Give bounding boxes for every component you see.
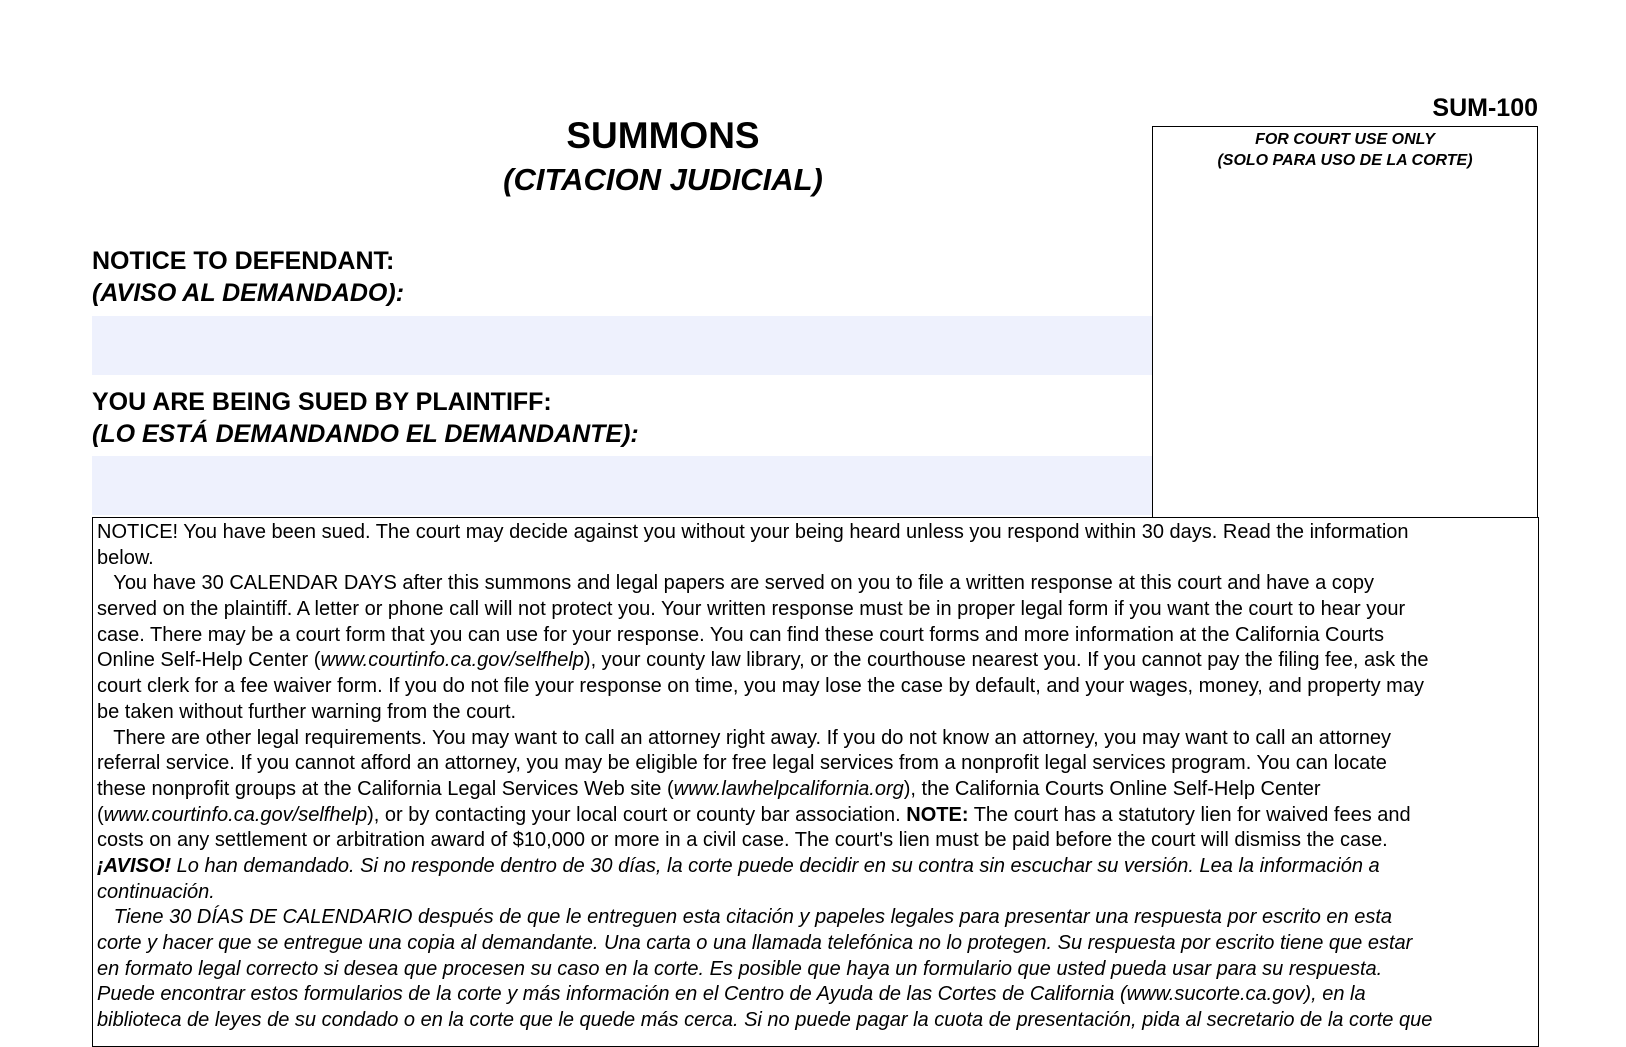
notice-text-segment: referral service. If you cannot afford an attorney, you may be eligible for free legal services from a nonprofit legal services program. You can locate	[97, 752, 1387, 775]
notice-line	[97, 957, 1538, 983]
notice-text-segment: court clerk for a fee waiver form. If you do not file your response on time, you may lose the case by default, and your wages, money, and property may	[97, 675, 1424, 698]
notice-text-segment: Tiene 30 DÍAS DE CALENDARIO después de que le entreguen esta citación y papeles legales para presentar una respuesta por escrito en esta	[97, 906, 1393, 929]
notice-line	[97, 726, 1538, 752]
notice-text-segment: be taken without further warning from the court.	[97, 700, 517, 723]
notice-text-box	[92, 517, 1539, 1047]
notice-text-segment: ¡AVISO!	[97, 854, 172, 877]
notice-text-segment: www.lawhelpcalifornia.org	[673, 777, 904, 800]
notice-line	[97, 520, 1538, 546]
notice-text-segment: ), your county law library, or the courthouse nearest you. If you cannot pay the filing fee, ask the	[583, 649, 1429, 672]
notice-text-segment: biblioteca de leyes de su condado o en la corte que le quede más cerca. Si no puede pagar la cuota de presentación, pida al secretario de la corte que	[97, 1009, 1433, 1032]
notice-line	[97, 777, 1538, 803]
notice-text-segment: www.courtinfo.ca.gov/selfhelp	[103, 803, 368, 826]
notice-text-segment: corte y hacer que se entregue una copia al demandante. Una carta o una llamada telefónica no lo protegen. Su respuesta por escrito tiene que estar	[97, 932, 1413, 954]
notice-line	[97, 571, 1538, 597]
court-use-box	[1152, 126, 1538, 517]
notice-line	[97, 982, 1538, 1008]
notice-line	[97, 828, 1538, 854]
notice-line	[97, 880, 1538, 906]
notice-line	[97, 803, 1538, 829]
notice-line	[97, 751, 1538, 777]
notice-text-segment: There are other legal requirements. You may want to call an attorney right away. If you do not know an attorney, you may want to call an attorney	[97, 726, 1392, 749]
notice-line	[97, 674, 1538, 700]
defendant-label-es: (AVISO AL DEMANDADO):	[92, 279, 405, 307]
defendant-field[interactable]	[92, 316, 1152, 375]
defendant-label: NOTICE TO DEFENDANT:	[92, 247, 395, 275]
notice-line	[97, 905, 1538, 931]
plaintiff-field[interactable]	[92, 456, 1152, 515]
notice-text-segment: costs on any settlement or arbitration award of $10,000 or more in a civil case. The court's lien must be paid before the court will dismiss the case.	[97, 829, 1388, 852]
notice-text-segment: (	[97, 803, 104, 826]
notice-line	[97, 597, 1538, 623]
plaintiff-label: YOU ARE BEING SUED BY PLAINTIFF:	[92, 388, 552, 416]
notice-text-segment: Online Self-Help Center (	[97, 649, 321, 672]
notice-text-segment: these nonprofit groups at the California Legal Services Web site (	[97, 777, 674, 800]
notice-line	[97, 700, 1538, 726]
notice-text-segment: ), the California Courts Online Self-Help Center	[903, 777, 1321, 800]
page-title: SUMMONS	[566, 115, 760, 156]
notice-line	[97, 854, 1538, 880]
notice-text-segment: The court has a statutory lien for waived fees and	[968, 803, 1411, 826]
notice-text-segment: ), or by contacting your local court or county bar association.	[367, 803, 907, 826]
court-use-label: FOR COURT USE ONLY	[1255, 131, 1435, 148]
notice-text-segment: served on the plaintiff. A letter or phone call will not protect you. Your written response must be in proper legal form if you want the court to hear your	[97, 598, 1406, 621]
page-subtitle: (CITACION JUDICIAL)	[503, 162, 823, 197]
notice-text-segment: You have 30 CALENDAR DAYS after this summons and legal papers are served on you to file a written response at this court and have a copy	[97, 572, 1375, 595]
plaintiff-label-es: (LO ESTÁ DEMANDANDO EL DEMANDANTE):	[92, 420, 639, 448]
court-use-label-es: (SOLO PARA USO DE LA CORTE)	[1217, 152, 1473, 169]
notice-text-segment: en formato legal correcto si desea que procesen su caso en la corte. Es posible que haya un formulario que usted pueda usar para su respuesta.	[97, 957, 1383, 980]
notice-text-segment: Puede encontrar estos formularios de la corte y más información en el Centro de Ayuda de las Cortes de California (www.sucorte.ca.gov), en la	[97, 983, 1366, 1006]
notice-text-segment: below.	[97, 546, 154, 569]
notice-line	[97, 931, 1538, 957]
notice-line	[97, 546, 1538, 572]
notice-text-segment: Lo han demandado. Si no responde dentro de 30 días, la corte puede decidir en su contra sin escuchar su versión. Lea la información a	[171, 854, 1380, 877]
notice-text-segment: case. There may be a court form that you can use for your response. You can find these court forms and more information at the California Courts	[97, 623, 1384, 646]
form-number: SUM-100	[1432, 94, 1538, 122]
notice-line	[97, 623, 1538, 649]
notice-text-segment: www.courtinfo.ca.gov/selfhelp	[320, 649, 584, 672]
notice-text-segment: NOTICE! You have been sued. The court may decide against you without your being heard unless you respond within 30 days. Read the information	[97, 521, 1409, 543]
notice-line	[97, 648, 1538, 674]
notice-text-segment: NOTE:	[906, 803, 969, 826]
notice-text-segment: continuación.	[97, 880, 215, 903]
notice-line	[97, 1008, 1538, 1034]
